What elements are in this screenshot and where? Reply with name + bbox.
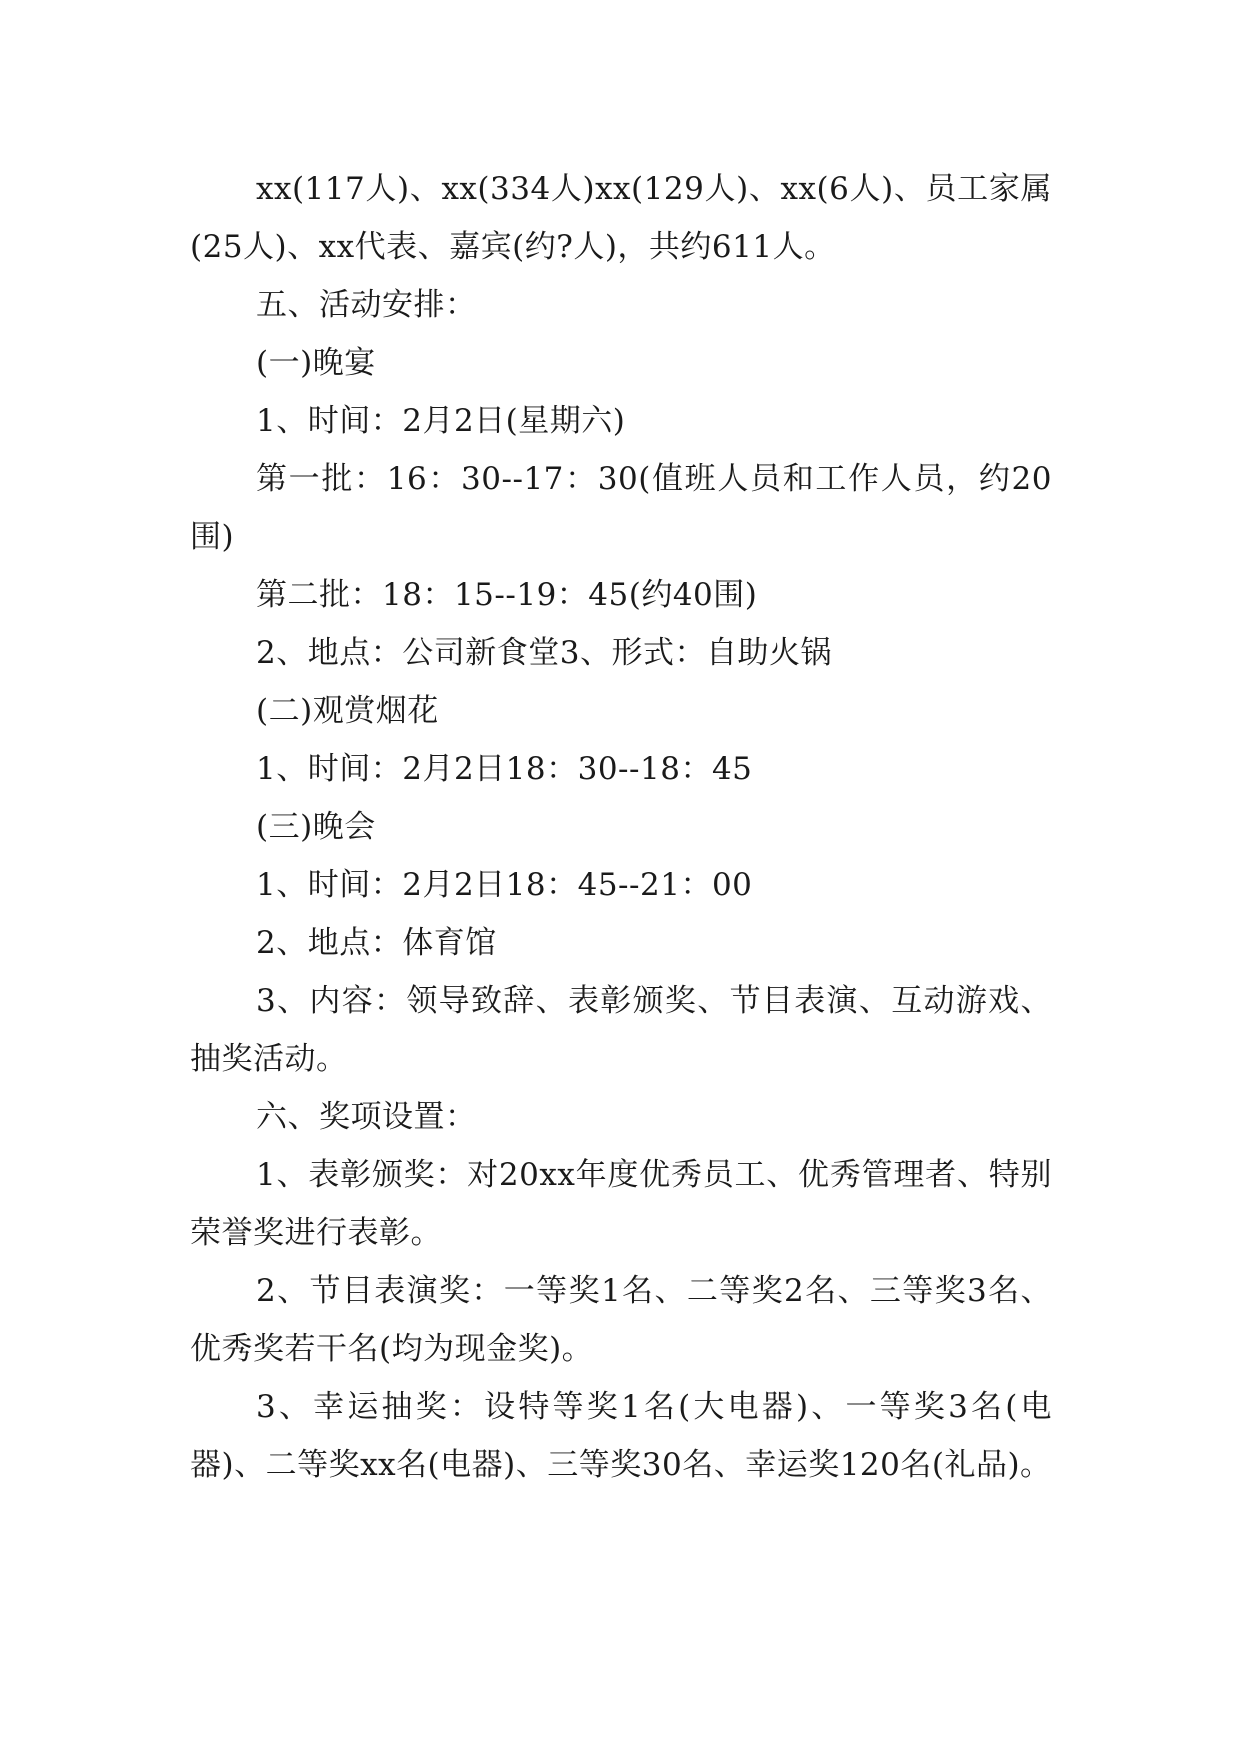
banquet-second-batch: 第二批：18：15--19：45(约40围) — [256, 577, 758, 613]
gala-time: 1、时间：2月2日18：45--21：00 — [256, 867, 753, 903]
award-performance: 2、节目表演奖：一等奖1名、二等奖2名、三等奖3名、优秀奖若干名(均为现金奖)。 — [190, 1273, 1052, 1367]
gala-content: 3、内容：领导致辞、表彰颁奖、节目表演、互动游戏、抽奖活动。 — [190, 983, 1052, 1077]
subheading-gala: (三)晚会 — [256, 809, 376, 845]
award-lucky-draw: 3、幸运抽奖：设特等奖1名(大电器)、一等奖3名(电器)、二等奖xx名(电器)、三等奖30名、幸运奖120名(礼品)。 — [190, 1389, 1052, 1483]
award-commendation: 1、表彰颁奖：对20xx年度优秀员工、优秀管理者、特别荣誉奖进行表彰。 — [190, 1157, 1052, 1251]
subheading-banquet: (一)晚宴 — [256, 345, 376, 381]
section-heading-activity-schedule: 五、活动安排： — [256, 287, 477, 323]
banquet-time: 1、时间：2月2日(星期六) — [256, 403, 626, 439]
banquet-first-batch: 第一批：16：30--17：30(值班人员和工作人员，约20围) — [190, 461, 1052, 555]
banquet-location-format: 2、地点：公司新食堂3、形式：自助火锅 — [256, 635, 832, 671]
fireworks-time: 1、时间：2月2日18：30--18：45 — [256, 751, 753, 787]
subheading-fireworks: (二)观赏烟花 — [256, 693, 439, 729]
paragraph-attendees: xx(117人)、xx(334人)xx(129人)、xx(6人)、员工家属(25人)、xx代表、嘉宾(约?人)，共约611人。 — [190, 171, 1052, 265]
section-heading-awards: 六、奖项设置： — [256, 1099, 477, 1135]
gala-location: 2、地点：体育馆 — [256, 925, 497, 961]
document-body — [190, 160, 1052, 1494]
